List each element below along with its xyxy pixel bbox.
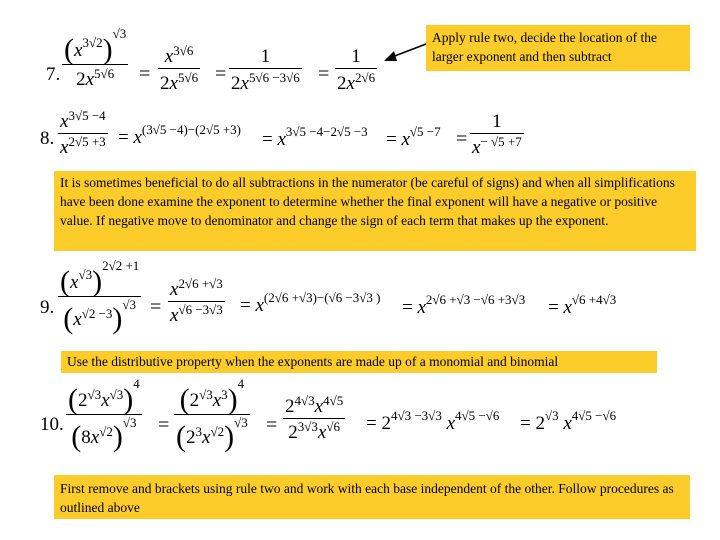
callout-brackets-text: First remove and brackets using rule two and work with each base independent of the other. Follow procedures as outlined above — [60, 481, 674, 515]
callout-distributive-text: Use the distributive property when the exponents are made up of a monomial and binomial — [67, 354, 559, 369]
callout-subtractions-text: It is sometimes beneficial to do all subtractions in the numerator (be careful of signs) and when all simplifications have been done examine the exponent to determine whether the final exponent will have a negative or positive value. If negative move to denominator and change the sign of each term that makes up the exponent. — [60, 175, 675, 228]
problem-9-label: 9. — [40, 297, 55, 318]
arrow-icon — [380, 40, 430, 66]
callout-distributive — [61, 351, 657, 373]
callout-subtractions — [54, 171, 696, 251]
callout-rule-two — [426, 25, 690, 71]
problem-10-label: 10. — [40, 414, 64, 435]
callout-brackets — [54, 475, 690, 519]
problem-8-label: 8. — [40, 128, 55, 149]
callout-rule-two-text: Apply rule two, decide the location of the larger exponent and then subtract — [432, 30, 657, 64]
problem-7-label: 7. — [46, 64, 61, 85]
